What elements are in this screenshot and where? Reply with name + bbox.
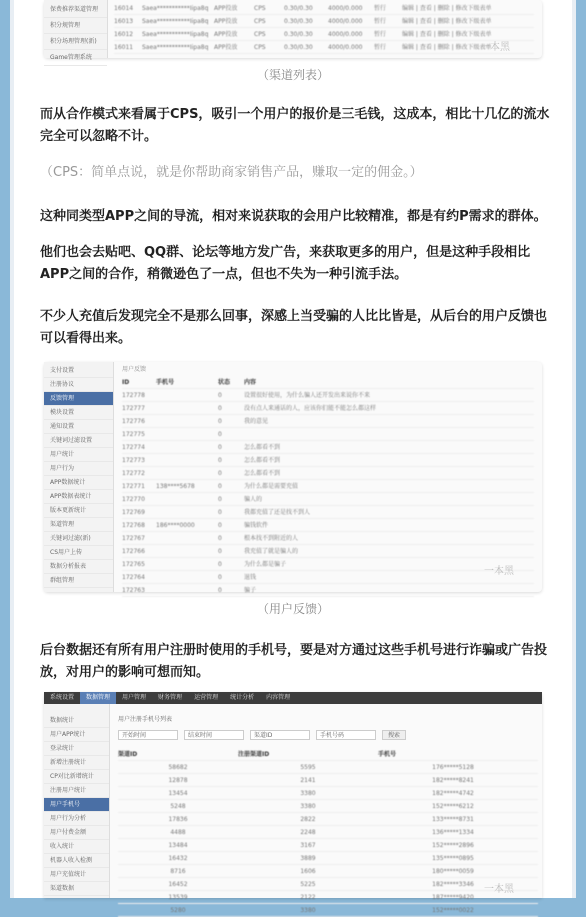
table-cell: 我充值了就是骗人的 <box>244 548 299 555</box>
sidebar-item[interactable]: 收入统计 <box>44 840 109 854</box>
sidebar-item[interactable]: 渠道数据 <box>44 882 109 896</box>
header-cell: 手机号 <box>156 379 175 386</box>
header-cell: 状态 <box>218 379 231 386</box>
table-row <box>114 2 534 15</box>
sidebar-item[interactable]: CP对比新增统计 <box>44 770 109 784</box>
table-cell: 骗子 <box>244 587 257 594</box>
table-cell: 3889 <box>300 855 316 862</box>
table-cell: 16011 <box>114 44 134 51</box>
table-cell: 136*****1334 <box>432 829 474 836</box>
table-cell: Saea***********Iipa8q <box>142 5 209 12</box>
paragraph: 不少人充值后发现完全不是那么回事，深感上当受骗的人比比皆是，从后台的用户反馈也可以看得出来。 <box>40 309 548 346</box>
table-cell: 0.30/0.30 <box>284 5 313 12</box>
table-cell: 3167 <box>300 842 316 849</box>
table-row <box>122 480 534 493</box>
table-cell: 0 <box>218 444 222 451</box>
table-cell: 1606 <box>300 868 316 875</box>
table-cell <box>156 415 218 427</box>
table-cell: 怎么都看不到 <box>244 457 281 464</box>
table-cell: 172767 <box>122 535 145 542</box>
table-row <box>118 865 538 878</box>
table-cell: 5280 <box>170 907 186 914</box>
table-cell: 3380 <box>300 907 316 914</box>
table-cell: 0 <box>218 522 222 529</box>
table-row <box>122 428 534 441</box>
table-cell: 172768 <box>122 522 145 529</box>
table-cell: 0 <box>218 457 222 464</box>
sidebar-item[interactable]: 通知设置 <box>44 420 113 434</box>
sidebar-item[interactable]: 用户APP统计 <box>44 728 109 742</box>
table-row <box>122 545 534 558</box>
caption-channel-list: （渠道列表） <box>256 68 329 82</box>
table-cell: APP投放 <box>214 31 238 38</box>
table-cell: 2141 <box>300 777 316 784</box>
sidebar-item[interactable]: 机器人收入检测 <box>44 854 109 868</box>
table-cell <box>156 532 218 544</box>
sidebar-item[interactable]: 数据统计 <box>44 714 109 728</box>
phone-list-sidebar <box>44 704 110 898</box>
table-cell: 4000/0.000 <box>328 5 363 12</box>
table-cell: 3380 <box>300 790 316 797</box>
table-cell: 12878 <box>168 777 188 784</box>
table-cell: 172763 <box>122 587 145 594</box>
table-row <box>118 813 538 826</box>
table-row <box>122 571 534 584</box>
paragraph: 这种同类型APP之间的导流，相对来说获取的会用户比较精准，都是有约P需求的群体。 <box>40 209 547 224</box>
table-row <box>122 415 534 428</box>
table-cell: 0 <box>218 548 222 555</box>
sidebar-item[interactable]: 登录统计 <box>44 742 109 756</box>
table-row <box>122 558 534 571</box>
paragraph-note: （CPS：简单点说，就是你帮助商家销售产品，赚取一定的佣金。） <box>40 165 423 180</box>
sidebar-item[interactable]: 用户手机号 <box>44 798 109 812</box>
table-cell: 152*****2896 <box>432 842 474 849</box>
table-cell <box>156 454 218 466</box>
table-cell: 180*****0059 <box>432 868 474 875</box>
table-cell: 172777 <box>122 405 145 412</box>
table-cell: 0 <box>218 587 222 594</box>
table-cell: 3380 <box>300 803 316 810</box>
table-cell <box>156 441 218 453</box>
sidebar-item[interactable]: 版本更新统计 <box>44 504 113 518</box>
table-cell: 2122 <box>300 894 316 901</box>
table-cell: CPS <box>254 44 266 51</box>
table-cell <box>156 467 218 479</box>
feedback-table <box>122 376 534 597</box>
table-cell: 根本找不到附近的人 <box>244 535 299 542</box>
table-cell <box>156 506 218 518</box>
table-cell: 133*****8731 <box>432 816 474 823</box>
nav-tab[interactable]: 财务管理 <box>158 694 183 701</box>
header-cell: 注册渠道ID <box>238 751 270 758</box>
nav-tab[interactable]: 统计分析 <box>230 694 255 701</box>
row-actions[interactable]: 编辑 | 查看 | 删除 | 修改下级表单 <box>402 44 492 51</box>
table-row <box>122 441 534 454</box>
sidebar-item[interactable]: 关键词过滤设置 <box>44 434 113 448</box>
nav-tab[interactable]: 用户管理 <box>122 694 147 701</box>
table-cell: 2248 <box>300 829 316 836</box>
table-row <box>122 493 534 506</box>
watermark: 一本黑 <box>484 566 514 577</box>
table-cell: 暂行 <box>374 18 387 25</box>
table-cell: 没有点人来通话的人，应该你们能不能怎么都这样 <box>244 405 377 412</box>
sidebar-item[interactable]: 群组管理 <box>44 574 113 588</box>
table-cell: 172778 <box>122 392 145 399</box>
table-cell: 0 <box>218 496 222 503</box>
table-cell: 186****0000 <box>156 522 195 529</box>
table-cell <box>156 428 218 440</box>
sidebar-item[interactable]: CS用户上传 <box>44 546 113 560</box>
sidebar-item[interactable]: 用户统计 <box>44 448 113 462</box>
sidebar-item[interactable]: 积分场理管理(新) <box>44 34 107 50</box>
sidebar-item[interactable]: 用户充值统计 <box>44 868 109 882</box>
table-cell: 182*****8241 <box>432 777 474 784</box>
table-row <box>118 787 538 800</box>
table-cell: 172776 <box>122 418 145 425</box>
table-row <box>118 774 538 787</box>
table-cell <box>156 493 218 505</box>
table-row <box>118 839 538 852</box>
table-cell: 怎么都看不到 <box>244 470 281 477</box>
table-cell: 怎么都看不到 <box>244 444 281 451</box>
table-row <box>122 389 534 402</box>
phone-table <box>118 748 538 917</box>
sidebar-item[interactable]: 新增注册统计 <box>44 756 109 770</box>
sidebar-item[interactable]: 渠道管理 <box>44 518 113 532</box>
header-cell: 渠道ID <box>118 751 138 758</box>
table-cell: 0 <box>218 535 222 542</box>
caption-user-feedback: （用户反馈） <box>256 602 329 616</box>
table-cell: 187*****9420 <box>432 894 474 901</box>
table-cell <box>156 558 218 570</box>
table-cell <box>244 428 534 440</box>
table-cell: 172774 <box>122 444 145 451</box>
table-cell: 16432 <box>168 855 188 862</box>
nav-tab[interactable]: 运营管理 <box>194 694 219 701</box>
table-cell: 暂行 <box>374 44 387 51</box>
filter-field[interactable]: 开始时间 <box>118 730 178 740</box>
sidebar-item[interactable]: APP数据表统计 <box>44 490 113 504</box>
table-cell: Saea***********Iipa8q <box>142 31 209 38</box>
table-cell: 172764 <box>122 574 145 581</box>
sidebar-item[interactable]: 注册用户统计 <box>44 784 109 798</box>
table-cell: 5248 <box>170 803 186 810</box>
table-cell: CPS <box>254 18 266 25</box>
table-cell: 182*****3346 <box>432 881 474 888</box>
sidebar-item[interactable]: 保费推荐渠道管理 <box>44 2 107 18</box>
header-cell: 手机号 <box>378 751 397 758</box>
phone-list-screenshot <box>44 692 542 914</box>
paragraph: 后台数据还有所有用户注册时使用的手机号，要是对方通过这些手机号进行诈骗或广告投放，对用户的影响可想而知。 <box>40 643 548 680</box>
feedback-title: 用户反馈 <box>122 366 147 373</box>
table-cell: 172769 <box>122 509 145 516</box>
nav-tab[interactable]: 数据管理 <box>80 692 116 704</box>
table-cell: 172766 <box>122 548 145 555</box>
table-cell: 172765 <box>122 561 145 568</box>
table-cell: 暂行 <box>374 31 387 38</box>
table-row <box>118 878 538 891</box>
table-cell: 17836 <box>168 816 188 823</box>
panel-title: 用户注册手机号列表 <box>118 716 173 723</box>
nav-tab[interactable]: 内容管理 <box>266 694 291 701</box>
header-cell: ID <box>122 379 130 386</box>
table-cell: 为什么都是骗子 <box>244 561 287 568</box>
sidebar-item[interactable]: 注册协议 <box>44 378 113 392</box>
table-cell: 0 <box>218 431 222 438</box>
table-cell: APP投放 <box>214 18 238 25</box>
row-actions[interactable]: 编辑 | 查看 | 删除 | 修改下级表单 <box>402 5 492 12</box>
sidebar-item[interactable]: 数据分析报表 <box>44 560 113 574</box>
table-cell: 4000/0.000 <box>328 18 363 25</box>
channel-sidebar <box>44 0 108 61</box>
filter-field[interactable]: 结束时间 <box>184 730 244 740</box>
table-row <box>118 904 538 917</box>
table-row <box>114 15 534 28</box>
table-cell: 8716 <box>170 868 186 875</box>
table-cell: 0 <box>218 392 222 399</box>
table-cell: 172771 <box>122 483 145 490</box>
article-page <box>14 0 572 914</box>
table-cell: 16012 <box>114 31 134 38</box>
table-cell: 172772 <box>122 470 145 477</box>
table-cell: 0.30/0.30 <box>284 44 313 51</box>
table-cell: Saea***********Iipa8q <box>142 44 209 51</box>
table-cell: 5225 <box>300 881 316 888</box>
filter-bar <box>118 730 538 740</box>
sidebar-item[interactable]: 用户行为分析 <box>44 812 109 826</box>
table-cell: 135*****0895 <box>432 855 474 862</box>
table-cell: 13539 <box>168 894 188 901</box>
table-cell <box>156 389 218 401</box>
table-cell: 13454 <box>168 790 188 797</box>
table-cell: 0.30/0.30 <box>284 18 313 25</box>
table-cell <box>156 571 218 583</box>
table-row <box>118 852 538 865</box>
table-cell: 182*****4742 <box>432 790 474 797</box>
table-header <box>122 376 534 389</box>
table-cell: 暂行 <box>374 5 387 12</box>
table-header <box>118 748 538 761</box>
table-cell: 为什么都是需要充值 <box>244 483 299 490</box>
table-cell: 4488 <box>170 829 186 836</box>
table-cell: APP投放 <box>214 5 238 12</box>
table-row <box>122 402 534 415</box>
filter-field[interactable]: 手机号码 <box>316 730 376 740</box>
table-cell: 16452 <box>168 881 188 888</box>
table-cell: 2822 <box>300 816 316 823</box>
table-row <box>122 506 534 519</box>
table-cell: CPS <box>254 5 266 12</box>
table-cell: 16013 <box>114 18 134 25</box>
row-actions[interactable]: 编辑 | 查看 | 删除 | 修改下级表单 <box>402 31 492 38</box>
table-cell: 152*****6212 <box>432 803 474 810</box>
sidebar-item[interactable]: Game管理系统 <box>44 50 107 66</box>
table-row <box>118 761 538 774</box>
table-cell: 我都充值了还是找不到人 <box>244 509 311 516</box>
filter-field[interactable]: 渠道ID <box>250 730 310 740</box>
sidebar-item[interactable]: 关键词过滤(新) <box>44 532 113 546</box>
feedback-sidebar <box>44 362 114 592</box>
table-row <box>122 519 534 532</box>
table-cell: 骗钱软件 <box>244 522 269 529</box>
header-cell: 内容 <box>244 379 257 386</box>
channel-list-screenshot <box>44 0 542 61</box>
nav-tab[interactable]: 系统设置 <box>50 694 75 701</box>
table-cell: 0 <box>218 470 222 477</box>
sidebar-item[interactable]: 积分规管理 <box>44 18 107 34</box>
table-cell: 设置很好使用，为什么骗人还开发出来说你不来 <box>244 392 371 399</box>
table-cell: 172770 <box>122 496 145 503</box>
table-cell: 0 <box>218 509 222 516</box>
table-cell: 骗人的 <box>244 496 263 503</box>
sidebar-item[interactable]: APP数据统计 <box>44 476 113 490</box>
table-cell: Saea***********Iipa8q <box>142 18 209 25</box>
user-feedback-screenshot <box>44 362 542 592</box>
sidebar-item[interactable]: 用户付费金额 <box>44 826 109 840</box>
paragraph: 而从合作模式来看属于CPS，吸引一个用户的报价是三毛钱，这成本，相比十几亿的流水完全可以忽略不计。 <box>40 107 550 144</box>
table-row <box>114 28 534 41</box>
paragraph: 他们也会去贴吧、QQ群、论坛等地方发广告，来获取更多的用户，但是这种手段相比APP之间的合作，稍微逊色了一点，但也不失为一种引流手法。 <box>40 245 531 282</box>
table-cell: 0 <box>218 483 222 490</box>
table-cell: 4000/0.000 <box>328 31 363 38</box>
table-cell: 13484 <box>168 842 188 849</box>
top-navigation <box>44 692 542 704</box>
table-row <box>122 532 534 545</box>
table-cell <box>156 402 218 414</box>
sidebar-item[interactable]: 支付设置 <box>44 364 113 378</box>
table-cell: 我的意见 <box>244 418 269 425</box>
sidebar-item[interactable]: 反馈管理 <box>44 392 113 406</box>
table-cell: 0.30/0.30 <box>284 31 313 38</box>
table-cell: APP投放 <box>214 44 238 51</box>
table-row <box>114 41 534 54</box>
sidebar-item[interactable]: 模块设置 <box>44 406 113 420</box>
watermark: 一本黑 <box>480 42 510 53</box>
row-actions[interactable]: 编辑 | 查看 | 删除 | 修改下级表单 <box>402 18 492 25</box>
watermark: 一本黑 <box>484 884 514 895</box>
table-cell <box>156 545 218 557</box>
search-button[interactable]: 搜索 <box>382 730 406 740</box>
sidebar-item[interactable]: 用户行为 <box>44 462 113 476</box>
table-cell: 152*****0022 <box>432 907 474 914</box>
table-cell: 退钱 <box>244 574 257 581</box>
table-row <box>118 891 538 904</box>
table-cell: 58682 <box>168 764 188 771</box>
table-cell: 0 <box>218 405 222 412</box>
table-cell: 4000/0.000 <box>328 44 363 51</box>
table-cell: 176*****5128 <box>432 764 474 771</box>
table-row <box>122 467 534 480</box>
table-row <box>122 584 534 597</box>
table-row <box>122 454 534 467</box>
table-cell: 172775 <box>122 431 145 438</box>
table-cell: 172773 <box>122 457 145 464</box>
table-cell: 5595 <box>300 764 316 771</box>
table-cell: 138****5678 <box>156 483 195 490</box>
table-cell: 16014 <box>114 5 134 12</box>
channel-table <box>114 2 534 54</box>
table-cell: 0 <box>218 561 222 568</box>
table-cell: 0 <box>218 418 222 425</box>
table-cell: 0 <box>218 574 222 581</box>
table-row <box>118 800 538 813</box>
table-cell: CPS <box>254 31 266 38</box>
table-cell <box>156 584 218 596</box>
table-row <box>118 826 538 839</box>
